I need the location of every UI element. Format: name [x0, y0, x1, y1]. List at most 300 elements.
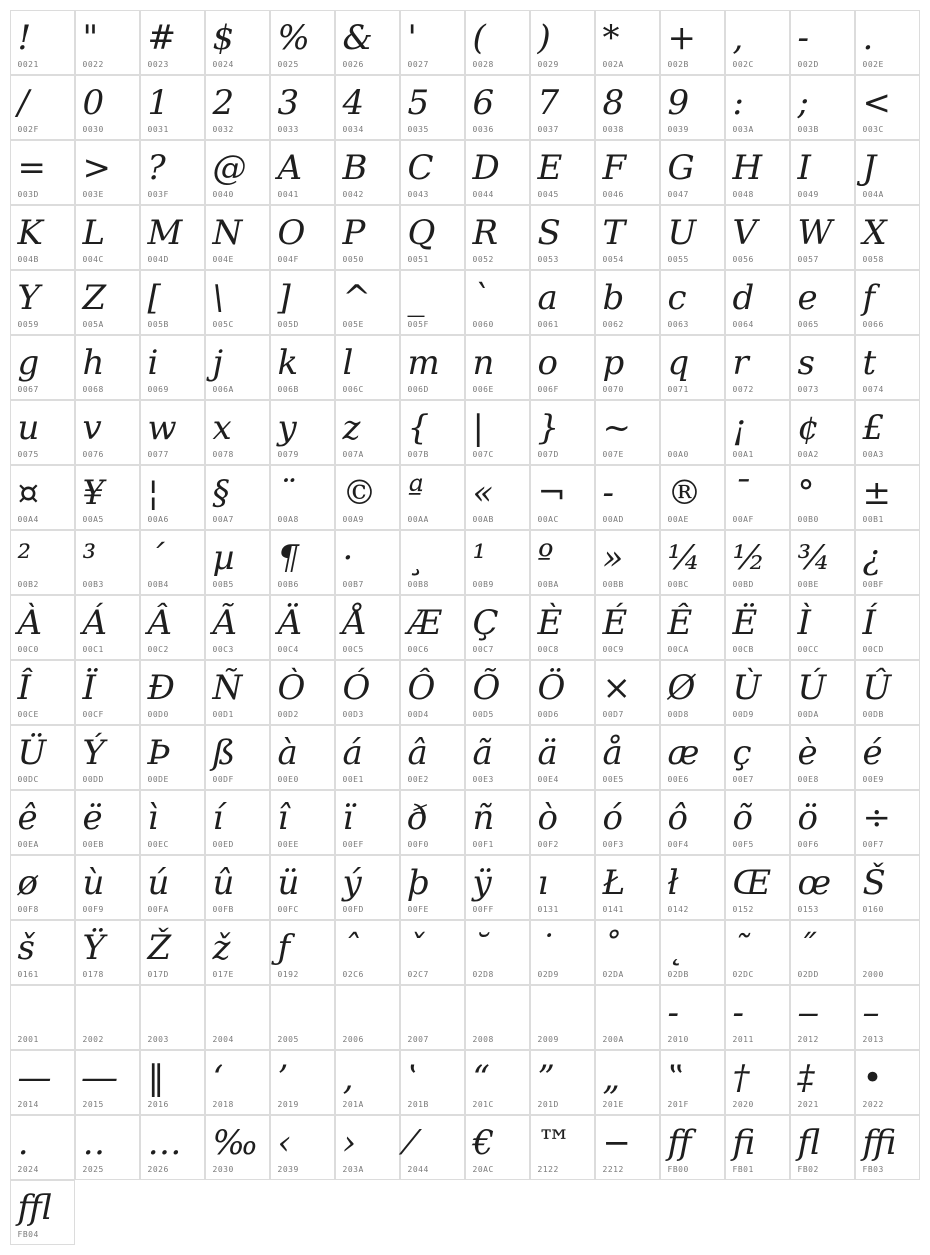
- glyph-cell: [400, 205, 465, 270]
- glyph-codepoint: 0063: [667, 319, 689, 329]
- glyph-codepoint: 2012: [797, 1034, 819, 1044]
- glyph-cell: [595, 725, 660, 790]
- glyph-codepoint: 00BE: [797, 579, 819, 589]
- glyph-codepoint: 0046: [602, 189, 624, 199]
- glyph-cell: [725, 335, 790, 400]
- glyph-codepoint: 00A8: [277, 514, 299, 524]
- glyph-codepoint: 0052: [472, 254, 494, 264]
- glyph-cell: [400, 465, 465, 530]
- glyph-character: ‚: [342, 1057, 354, 1098]
- glyph-character: ¤: [17, 472, 40, 513]
- glyph-codepoint: 0054: [602, 254, 624, 264]
- glyph-character: Ê: [667, 602, 693, 643]
- glyph-cell: [270, 725, 335, 790]
- glyph-character: Ù: [732, 667, 762, 708]
- glyph-character: Ł: [602, 862, 626, 903]
- glyph-character: 7: [537, 82, 560, 123]
- glyph-codepoint: FB03: [862, 1164, 884, 1174]
- glyph-character: <: [862, 82, 891, 123]
- glyph-cell: [725, 660, 790, 725]
- glyph-cell: [10, 920, 75, 985]
- glyph-codepoint: 00EC: [147, 839, 169, 849]
- glyph-character: >: [82, 147, 111, 188]
- glyph-character: ñ: [472, 797, 495, 838]
- glyph-cell: [530, 140, 595, 205]
- glyph-codepoint: 00E5: [602, 774, 624, 784]
- glyph-codepoint: 0076: [82, 449, 104, 459]
- glyph-cell: [530, 465, 595, 530]
- glyph-cell: [270, 75, 335, 140]
- glyph-cell: [270, 335, 335, 400]
- glyph-codepoint: 0048: [732, 189, 754, 199]
- glyph-cell: [205, 530, 270, 595]
- glyph-cell: [595, 920, 660, 985]
- glyph-character: f: [862, 277, 876, 318]
- glyph-codepoint: 00A3: [862, 449, 884, 459]
- glyph-codepoint: 00D3: [342, 709, 364, 719]
- glyph-character: H: [732, 147, 763, 188]
- glyph-character: D: [472, 147, 500, 188]
- glyph-character: Š: [862, 862, 886, 903]
- glyph-codepoint: 02C7: [407, 969, 429, 979]
- glyph-codepoint: 2011: [732, 1034, 754, 1044]
- glyph-codepoint: 002E: [862, 59, 884, 69]
- glyph-cell: [855, 140, 920, 205]
- glyph-cell: [270, 920, 335, 985]
- glyph-character: ˆ: [342, 927, 360, 968]
- glyph-cell: [400, 1115, 465, 1180]
- glyph-character: ö: [797, 797, 818, 838]
- glyph-character: [343, 992, 354, 1034]
- glyph-character: ^: [342, 277, 371, 318]
- glyph-cell: [75, 465, 140, 530]
- glyph-codepoint: 0078: [212, 449, 234, 459]
- glyph-cell: [595, 270, 660, 335]
- glyph-codepoint: 00FB: [212, 904, 234, 914]
- glyph-cell: [335, 660, 400, 725]
- glyph-character: È: [537, 602, 563, 643]
- glyph-cell: [140, 530, 205, 595]
- glyph-character: É: [602, 602, 628, 643]
- glyph-cell: [270, 270, 335, 335]
- glyph-codepoint: 00A4: [17, 514, 39, 524]
- glyph-codepoint: 0029: [537, 59, 559, 69]
- glyph-codepoint: 00F7: [862, 839, 884, 849]
- glyph-character: J: [862, 147, 877, 188]
- glyph-codepoint: 0058: [862, 254, 884, 264]
- glyph-character: ˛: [667, 927, 685, 968]
- glyph-character: ]: [277, 277, 291, 318]
- glyph-cell: [400, 140, 465, 205]
- glyph-character: “: [472, 1057, 490, 1098]
- glyph-character: ‖: [147, 1057, 165, 1098]
- glyph-codepoint: 00D8: [667, 709, 689, 719]
- glyph-cell: [855, 270, 920, 335]
- glyph-codepoint: 00CC: [797, 644, 819, 654]
- glyph-character: Ó: [342, 667, 371, 708]
- glyph-character: °: [797, 472, 815, 513]
- glyph-codepoint: 00CD: [862, 644, 884, 654]
- glyph-cell: [75, 270, 140, 335]
- glyph-character: Á: [82, 602, 108, 643]
- glyph-cell: [725, 1050, 790, 1115]
- glyph-character: –: [862, 992, 880, 1033]
- glyph-character: [863, 927, 874, 969]
- glyph-character: £: [862, 407, 885, 448]
- glyph-cell: [855, 400, 920, 465]
- glyph-cell: [530, 725, 595, 790]
- glyph-cell: [465, 1115, 530, 1180]
- glyph-character: ú: [147, 862, 170, 903]
- glyph-cell: [725, 270, 790, 335]
- glyph-character: ﬀ: [667, 1122, 692, 1163]
- glyph-character: k: [277, 342, 299, 383]
- glyph-cell: [595, 855, 660, 920]
- glyph-character: Â: [147, 602, 173, 643]
- glyph-codepoint: FB01: [732, 1164, 754, 1174]
- glyph-cell: [855, 985, 920, 1050]
- glyph-codepoint: 02DC: [732, 969, 754, 979]
- glyph-codepoint: 00C6: [407, 644, 429, 654]
- glyph-cell: [10, 790, 75, 855]
- glyph-codepoint: 00E6: [667, 774, 689, 784]
- glyph-codepoint: 0045: [537, 189, 559, 199]
- glyph-cell: [855, 10, 920, 75]
- glyph-cell: [660, 595, 725, 660]
- glyph-codepoint: 0178: [82, 969, 104, 979]
- glyph-codepoint: 0074: [862, 384, 884, 394]
- glyph-character: Ï: [82, 667, 96, 708]
- glyph-character: Ü: [17, 732, 47, 773]
- glyph-codepoint: 00BD: [732, 579, 754, 589]
- glyph-character: ¯: [732, 472, 750, 513]
- glyph-codepoint: 00ED: [212, 839, 234, 849]
- glyph-character: ®: [667, 472, 702, 513]
- glyph-codepoint: 00AE: [667, 514, 689, 524]
- glyph-character: *: [602, 17, 620, 58]
- glyph-character: Í: [862, 602, 876, 643]
- glyph-cell: [660, 10, 725, 75]
- glyph-codepoint: 00B5: [212, 579, 234, 589]
- glyph-character: N: [212, 212, 243, 253]
- glyph-codepoint: 003B: [797, 124, 819, 134]
- glyph-character: ¬: [537, 472, 566, 513]
- glyph-codepoint: 0042: [342, 189, 364, 199]
- glyph-character: =: [17, 147, 46, 188]
- glyph-cell: [790, 530, 855, 595]
- glyph-character: 4: [342, 82, 365, 123]
- glyph-codepoint: 0030: [82, 124, 104, 134]
- glyph-cell: [140, 335, 205, 400]
- glyph-cell: [75, 920, 140, 985]
- glyph-cell: [10, 465, 75, 530]
- glyph-cell: [335, 985, 400, 1050]
- glyph-codepoint: 2024: [17, 1164, 39, 1174]
- glyph-character: ô: [667, 797, 688, 838]
- glyph-codepoint: 2020: [732, 1099, 754, 1109]
- glyph-cell: [530, 10, 595, 75]
- glyph-cell: [790, 75, 855, 140]
- glyph-cell: [270, 205, 335, 270]
- glyph-character: m: [407, 342, 440, 383]
- glyph-codepoint: 00F3: [602, 839, 624, 849]
- glyph-character: ¾: [797, 537, 831, 578]
- glyph-character: W: [797, 212, 833, 253]
- glyph-character: è: [797, 732, 818, 773]
- glyph-cell: [595, 140, 660, 205]
- glyph-codepoint: 006F: [537, 384, 559, 394]
- glyph-character: ‑: [732, 992, 744, 1033]
- glyph-character: Û: [862, 667, 892, 708]
- glyph-codepoint: 004B: [17, 254, 39, 264]
- glyph-character: i: [147, 342, 159, 383]
- glyph-codepoint: 00B6: [277, 579, 299, 589]
- glyph-character: [213, 992, 224, 1034]
- glyph-cell: [790, 10, 855, 75]
- glyph-character: ˚: [602, 927, 620, 968]
- glyph-character: ±: [862, 472, 891, 513]
- glyph-codepoint: 00D4: [407, 709, 429, 719]
- glyph-cell: [75, 725, 140, 790]
- glyph-codepoint: 2018: [212, 1099, 234, 1109]
- glyph-codepoint: 02DA: [602, 969, 624, 979]
- glyph-character: ä: [537, 732, 558, 773]
- glyph-codepoint: 002F: [17, 124, 39, 134]
- glyph-cell: [10, 530, 75, 595]
- glyph-codepoint: 003C: [862, 124, 884, 134]
- glyph-codepoint: 0031: [147, 124, 169, 134]
- glyph-codepoint: 00B8: [407, 579, 429, 589]
- glyph-codepoint: 00CE: [17, 709, 39, 719]
- glyph-cell: [530, 660, 595, 725]
- glyph-cell: [465, 75, 530, 140]
- glyph-cell: [595, 985, 660, 1050]
- glyph-cell: [75, 205, 140, 270]
- glyph-character: j: [212, 342, 224, 383]
- glyph-codepoint: 00D0: [147, 709, 169, 719]
- glyph-cell: [725, 530, 790, 595]
- glyph-codepoint: 00CA: [667, 644, 689, 654]
- glyph-grid: [10, 10, 920, 1245]
- glyph-codepoint: 00AB: [472, 514, 494, 524]
- glyph-character: Ø: [667, 667, 696, 708]
- glyph-codepoint: 0036: [472, 124, 494, 134]
- glyph-cell: [400, 270, 465, 335]
- glyph-codepoint: 2002: [82, 1034, 104, 1044]
- glyph-codepoint: 005A: [82, 319, 104, 329]
- glyph-codepoint: 0192: [277, 969, 299, 979]
- glyph-character: ê: [17, 797, 38, 838]
- glyph-cell: [205, 790, 270, 855]
- glyph-cell: [75, 400, 140, 465]
- glyph-character: x: [212, 407, 232, 448]
- glyph-cell: [140, 985, 205, 1050]
- glyph-codepoint: 0038: [602, 124, 624, 134]
- glyph-cell: [790, 855, 855, 920]
- glyph-codepoint: 00A5: [82, 514, 104, 524]
- glyph-cell: [75, 530, 140, 595]
- glyph-cell: [270, 400, 335, 465]
- glyph-cell: [270, 790, 335, 855]
- glyph-codepoint: 00E7: [732, 774, 754, 784]
- glyph-cell: [140, 75, 205, 140]
- glyph-codepoint: 2013: [862, 1034, 884, 1044]
- glyph-codepoint: 00E8: [797, 774, 819, 784]
- glyph-cell: [400, 10, 465, 75]
- glyph-character: î: [277, 797, 289, 838]
- glyph-cell: [335, 725, 400, 790]
- glyph-character: #: [147, 17, 176, 58]
- glyph-cell: [400, 530, 465, 595]
- glyph-character: p: [602, 342, 625, 383]
- glyph-cell: [855, 920, 920, 985]
- glyph-codepoint: 0153: [797, 904, 819, 914]
- glyph-cell: [660, 855, 725, 920]
- glyph-codepoint: 006E: [472, 384, 494, 394]
- glyph-codepoint: 0057: [797, 254, 819, 264]
- glyph-character: …: [147, 1122, 182, 1163]
- glyph-codepoint: 0075: [17, 449, 39, 459]
- glyph-cell: [75, 1050, 140, 1115]
- glyph-codepoint: 0070: [602, 384, 624, 394]
- glyph-cell: [335, 1115, 400, 1180]
- glyph-character: B: [342, 147, 368, 188]
- glyph-character: I: [797, 147, 811, 188]
- glyph-codepoint: 00E3: [472, 774, 494, 784]
- glyph-character: ―: [82, 1057, 117, 1098]
- glyph-character: €: [472, 1122, 495, 1163]
- glyph-codepoint: 2030: [212, 1164, 234, 1174]
- glyph-cell: [530, 270, 595, 335]
- glyph-character: ;: [797, 82, 809, 123]
- glyph-character: í: [212, 797, 224, 838]
- glyph-character: ?: [147, 147, 166, 188]
- glyph-cell: [10, 985, 75, 1050]
- glyph-codepoint: 0026: [342, 59, 364, 69]
- glyph-character: [18, 992, 29, 1034]
- glyph-character: −: [602, 1122, 631, 1163]
- glyph-codepoint: 201F: [667, 1099, 689, 1109]
- glyph-codepoint: 0061: [537, 319, 559, 329]
- glyph-codepoint: 00DF: [212, 774, 234, 784]
- glyph-character: s: [797, 342, 815, 383]
- glyph-cell: [530, 205, 595, 270]
- glyph-codepoint: 00D9: [732, 709, 754, 719]
- glyph-character: ù: [82, 862, 105, 903]
- glyph-codepoint: 20AC: [472, 1164, 494, 1174]
- glyph-cell: [530, 335, 595, 400]
- glyph-cell: [855, 335, 920, 400]
- glyph-cell: [335, 855, 400, 920]
- glyph-codepoint: 00C7: [472, 644, 494, 654]
- glyph-codepoint: 00F8: [17, 904, 39, 914]
- glyph-character: ¼: [667, 537, 701, 578]
- glyph-character: S: [537, 212, 561, 253]
- glyph-character: ): [537, 17, 551, 58]
- glyph-cell: [855, 790, 920, 855]
- glyph-codepoint: 00FA: [147, 904, 169, 914]
- glyph-character: ˇ: [407, 927, 425, 968]
- glyph-codepoint: 00A1: [732, 449, 754, 459]
- glyph-codepoint: 0037: [537, 124, 559, 134]
- glyph-character: -: [797, 17, 809, 58]
- glyph-character: à: [277, 732, 298, 773]
- glyph-character: Ÿ: [82, 927, 105, 968]
- glyph-character: _: [407, 277, 425, 318]
- glyph-codepoint: 004D: [147, 254, 169, 264]
- glyph-codepoint: 00F6: [797, 839, 819, 849]
- glyph-codepoint: 00A7: [212, 514, 234, 524]
- glyph-character: ‡: [797, 1057, 815, 1098]
- glyph-codepoint: 00A6: [147, 514, 169, 524]
- glyph-cell: [465, 140, 530, 205]
- glyph-codepoint: 0044: [472, 189, 494, 199]
- glyph-cell: [725, 595, 790, 660]
- glyph-cell: [140, 790, 205, 855]
- glyph-cell: [790, 465, 855, 530]
- glyph-codepoint: 00E1: [342, 774, 364, 784]
- glyph-cell: [140, 10, 205, 75]
- glyph-cell: [725, 10, 790, 75]
- glyph-cell: [400, 75, 465, 140]
- glyph-codepoint: 201A: [342, 1099, 364, 1109]
- glyph-cell: [10, 400, 75, 465]
- glyph-character: ›: [342, 1122, 357, 1163]
- glyph-cell: [790, 920, 855, 985]
- glyph-cell: [335, 10, 400, 75]
- glyph-character: T: [602, 212, 626, 253]
- glyph-codepoint: 004A: [862, 189, 884, 199]
- glyph-cell: [530, 855, 595, 920]
- glyph-codepoint: 007E: [602, 449, 624, 459]
- glyph-codepoint: 007B: [407, 449, 429, 459]
- glyph-codepoint: 0032: [212, 124, 234, 134]
- glyph-character: ©: [342, 472, 377, 513]
- glyph-character: q: [667, 342, 690, 383]
- glyph-cell: [530, 790, 595, 855]
- glyph-codepoint: 2044: [407, 1164, 429, 1174]
- glyph-character: Ñ: [212, 667, 243, 708]
- glyph-character: ´: [147, 537, 165, 578]
- glyph-character: Ã: [212, 602, 238, 643]
- glyph-cell: [790, 1115, 855, 1180]
- glyph-cell: [205, 75, 270, 140]
- glyph-cell: [10, 10, 75, 75]
- glyph-cell: [400, 400, 465, 465]
- glyph-character: ”: [537, 1057, 555, 1098]
- glyph-character: +: [667, 17, 696, 58]
- glyph-character: {: [407, 407, 430, 448]
- glyph-cell: [335, 400, 400, 465]
- glyph-cell: [790, 270, 855, 335]
- glyph-character: [408, 992, 419, 1034]
- glyph-codepoint: 00F5: [732, 839, 754, 849]
- glyph-codepoint: 0161: [17, 969, 39, 979]
- glyph-character: Æ: [407, 602, 442, 643]
- glyph-cell: [75, 335, 140, 400]
- glyph-cell: [75, 1115, 140, 1180]
- glyph-cell: [725, 920, 790, 985]
- glyph-cell: [335, 595, 400, 660]
- glyph-cell: [205, 140, 270, 205]
- glyph-cell: [270, 855, 335, 920]
- glyph-character: ¡: [732, 407, 747, 448]
- glyph-character: ×: [602, 667, 631, 708]
- glyph-cell: [10, 725, 75, 790]
- glyph-codepoint: 00DA: [797, 709, 819, 719]
- glyph-cell: [855, 725, 920, 790]
- glyph-cell: [530, 985, 595, 1050]
